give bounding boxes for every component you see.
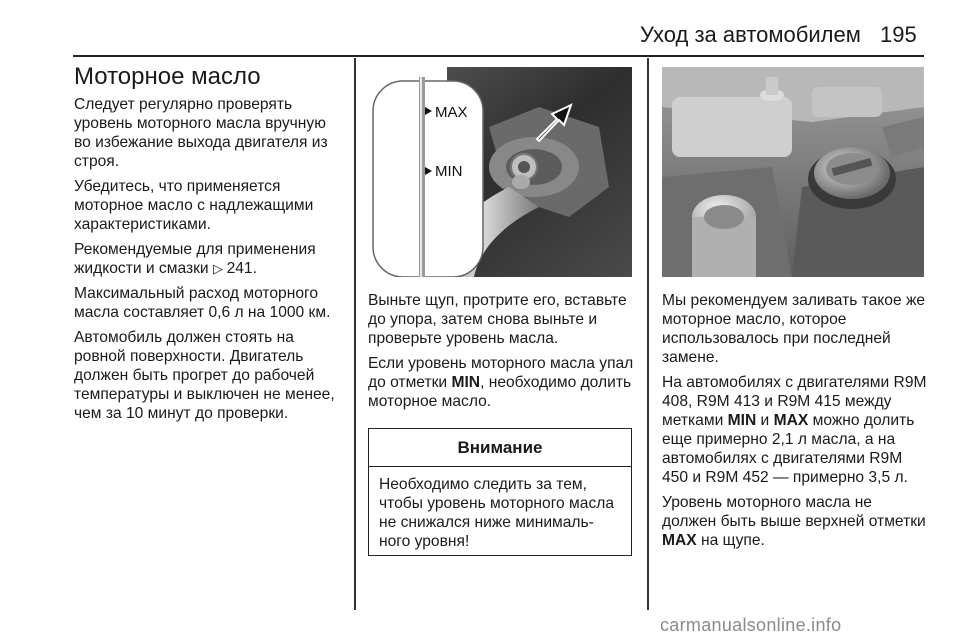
dipstick-image xyxy=(369,67,632,277)
reference-icon: ▷ xyxy=(212,261,227,276)
paragraph-text: Уровень моторного масла не должен быть выше верхней отметки xyxy=(662,494,926,530)
paragraph: Следует регулярно проверять уровень моторного масла вручную во избежание выхода двигателя из строя. xyxy=(74,96,328,170)
column-3 xyxy=(662,291,928,556)
paragraph: Убедитесь, что применяется моторное масло с надлежащими характеристиками. xyxy=(74,178,314,233)
paragraph-text: Если уровень моторного масла упал до отметки xyxy=(368,355,634,391)
watermark: carmanualsonline.info xyxy=(660,615,842,635)
page-reference[interactable]: 241. xyxy=(226,260,257,277)
warning-notice-box xyxy=(368,428,632,556)
column-divider-2 xyxy=(647,58,649,610)
notice-title: Внимание xyxy=(369,429,631,467)
paragraph-text: на щупе. xyxy=(696,532,765,549)
paragraph: Автомобиль должен стоять на ровной поверхности. Двигатель должен быть прогрет до рабочей температуры и выключен не менее, чем за 10 минут до проверки. xyxy=(74,329,335,422)
paragraph xyxy=(662,493,928,550)
engine-bay-illustration xyxy=(662,67,924,277)
dipstick-illustration xyxy=(369,67,632,277)
paragraph xyxy=(368,354,634,411)
paragraph: Выньте щуп, протрите его, вставьте до упора, затем снова выньте и проверьте уровень масла. xyxy=(368,292,627,347)
page-number: 195 xyxy=(880,22,917,47)
paragraph-text: можно долить еще примерно 2,1 л масла, а на автомобилях с двигателями R9M 450 и R9M 452 — примерно 3,5 л. xyxy=(662,412,915,486)
paragraph: Максимальный расход моторного масла составляет 0,6 л на 1000 км. xyxy=(74,285,331,321)
max-mark-label: MAX xyxy=(773,412,809,429)
dipstick-min-label: MIN xyxy=(435,163,463,180)
min-mark-label: MIN xyxy=(727,412,757,429)
page-header-title: Уход за автомобилем xyxy=(640,22,861,47)
notice-body: Необходимо следить за тем, чтобы уровень моторного масла не снижался ниже минималь-ного уровня! xyxy=(379,476,615,550)
paragraph-text: , необходимо долить моторное масло. xyxy=(368,374,632,410)
engine-bay-image xyxy=(662,67,924,277)
section-title: Моторное масло xyxy=(74,63,261,90)
paragraph xyxy=(74,240,344,278)
max-mark-label: MAX xyxy=(662,532,697,549)
paragraph-text: и xyxy=(756,412,774,429)
dipstick-max-label: MAX xyxy=(435,104,468,121)
paragraph-text: Рекомендуемые для применения жидкости и смазки xyxy=(74,241,316,277)
paragraph-text: На автомобилях с двигателями R9M 408, R9M 413 и R9M 415 между метками xyxy=(662,374,927,429)
paragraph: Мы рекомендуем заливать такое же моторное масло, которое использовалось при последней замене. xyxy=(662,292,926,366)
paragraph xyxy=(662,373,928,487)
header-divider xyxy=(73,55,924,57)
column-divider-1 xyxy=(354,58,356,610)
min-mark-label: MIN xyxy=(451,374,481,391)
column-1 xyxy=(74,63,344,429)
column-2 xyxy=(368,291,634,417)
